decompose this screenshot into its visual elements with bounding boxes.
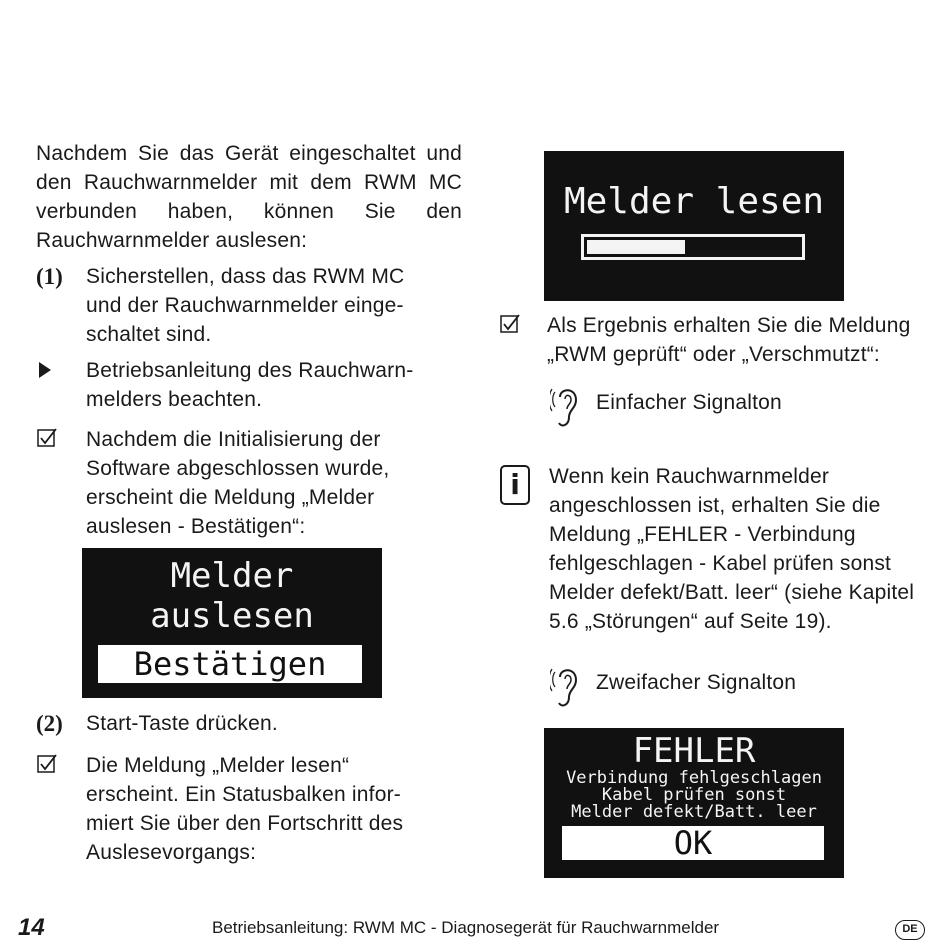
- lcd-line-1: Melder: [170, 556, 294, 596]
- lcd-display-melder-lesen: [544, 151, 844, 301]
- ear-icon: [550, 663, 580, 713]
- lcd-line-2: auslesen: [150, 596, 314, 636]
- lcd-display-melder-auslesen: [82, 548, 382, 698]
- step-2-number: (2): [36, 711, 63, 736]
- arrow-bullet-icon: [39, 362, 51, 378]
- checkbox-checked-icon: [500, 314, 520, 334]
- signal-2-text: Zweifacher Signalton: [596, 671, 797, 694]
- lcd-error-line-3: Melder defekt/Batt. leer: [571, 802, 817, 822]
- progress-bar-fill: [587, 240, 685, 254]
- signal-1-text: Einfacher Signalton: [596, 391, 782, 414]
- lcd-confirm-button: Bestätigen: [98, 645, 362, 683]
- ear-icon: [550, 383, 580, 433]
- step-2-text: Start-Taste drücken.: [86, 712, 278, 735]
- lcd-error-title: FEHLER: [632, 731, 756, 771]
- check-2-text: Die Meldung „Melder lesen“ erscheint. Ein Statusbalken infor-miert Sie über den Fortschritt des Auslesevorgangs:: [86, 754, 404, 864]
- step-1-number: (1): [36, 264, 63, 289]
- info-icon: i: [500, 465, 530, 505]
- checkbox-checked-icon: [37, 754, 57, 774]
- footer-title: Betriebsanleitung: RWM MC - Diagnosegerät für Rauchwarnmelder: [212, 918, 720, 937]
- page-number: 14: [18, 914, 45, 941]
- lcd-display-fehler: [544, 728, 844, 878]
- step-1-text: Sicherstellen, dass das RWM MC und der Rauchwarnmelder einge-schaltet sind.: [86, 265, 405, 346]
- check-1-text: Nachdem die Initialisierung der Software abgeschlossen wurde, erscheint die Meldung „Melder auslesen - Bestätigen“:: [86, 428, 390, 538]
- lcd-error-line-1: Verbindung fehlgeschlagen: [566, 768, 822, 788]
- intro-paragraph: Nachdem Sie das Gerät eingeschaltet und den Rauchwarnmelder mit dem RWM MC verbunden haben, können Sie den Rauchwarnmelder auslesen:: [36, 142, 462, 252]
- info-text: Wenn kein Rauchwarnmelder angeschlossen ist, erhalten Sie die Meldung „FEHLER - Verbindung fehlgeschlagen - Kabel prüfen sonst Melder defekt/Batt. leer“ (siehe Kapitel 5.6 „Störungen“ auf Seite 19).: [549, 465, 915, 633]
- checkbox-checked-icon: [37, 428, 57, 448]
- progress-bar: [581, 234, 805, 260]
- check-3-text: Als Ergebnis erhalten Sie die Meldung „RWM geprüft“ oder „Verschmutzt“:: [547, 314, 911, 366]
- lcd-title: Melder lesen: [563, 181, 825, 222]
- lcd-error-line-2: Kabel prüfen sonst: [601, 785, 787, 805]
- lcd-ok-button: OK: [562, 826, 824, 860]
- language-badge: DE: [895, 920, 925, 940]
- arrow-instruction-text: Betriebsanleitung des Rauchwarn-melders beachten.: [86, 359, 414, 411]
